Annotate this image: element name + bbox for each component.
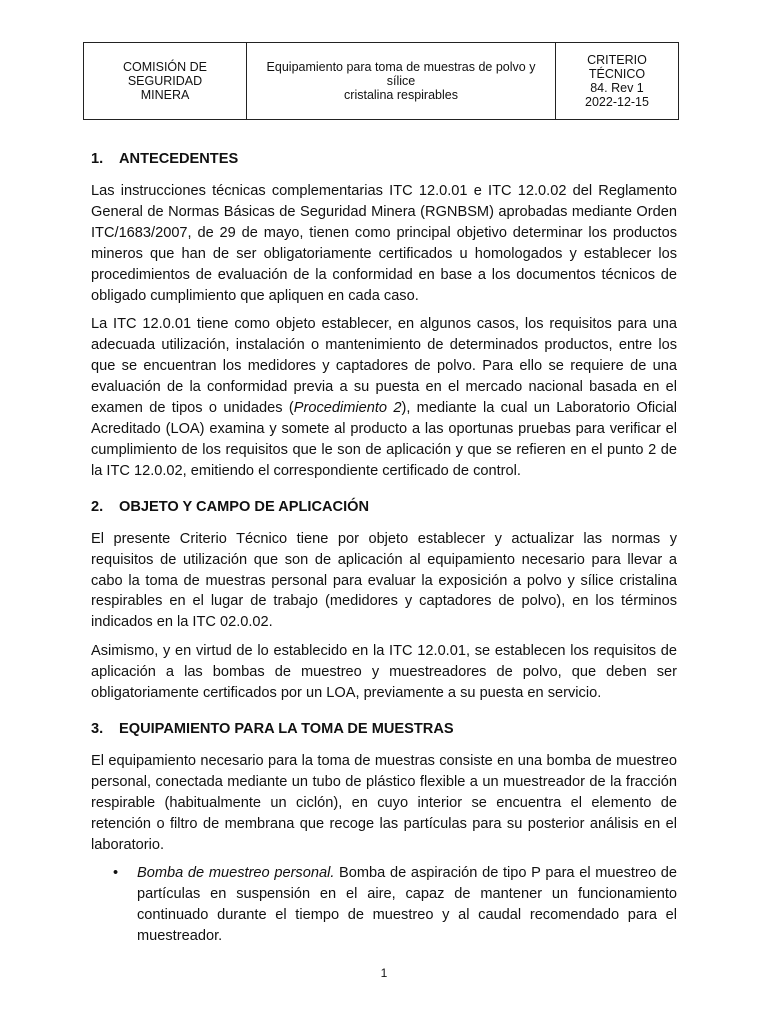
italic-reference: Procedimiento 2 [293, 400, 402, 417]
bullet-term: Bomba de muestreo personal. [137, 865, 335, 882]
document-type-line: TÉCNICO [588, 67, 646, 81]
paragraph: Las instrucciones técnicas complementarias ITC 12.0.01 e ITC 12.0.02 del Reglamento General de Normas Básicas de Seguridad Minera (RGNBSM) aprobadas mediante Orden ITC/1683/2007, de 29 de mayo, tienen como principal objetivo determinar los productos mineros que han de ser obligatoriamente certificados u homologados y establecer los procedimientos de evaluación de la conformidad en base a los documentos técnicos de obligado cumplimiento que apliquen en cada caso. [91, 183, 677, 304]
paragraph: El presente Criterio Técnico tiene por objeto establecer y actualizar las normas y requisitos de utilización que son de aplicación al equipamiento necesario para llevar a cabo la toma de muestras personal para evaluar la exposición a polvo y sílice cristalina respirables en el lugar de trabajo (medidores y captadores de polvo), en los términos indicados en la ITC 02.0.02. [91, 530, 677, 631]
section-title: EQUIPAMIENTO PARA LA TOMA DE MUESTRAS [119, 720, 454, 737]
organization-line: SEGURIDAD [127, 74, 203, 88]
organization-line: MINERA [140, 88, 190, 102]
paragraph-text: La ITC 12.0.01 tiene como objeto establecer, en algunos casos, los requisitos para una adecuada utilización, instalación o mantenimiento de determinados productos, entre los que se encuentran los medidores y captadores de polvo. Para ello se requiere de una evaluación de la conformidad previa a su puesta en el mercado nacional basada en el examen de tipos o unidades ( [91, 316, 677, 417]
revision-date: 2022-12-15 [585, 95, 649, 109]
section-number: 1. [91, 151, 104, 167]
organization-line: COMISIÓN DE [122, 60, 208, 74]
section-heading [91, 148, 677, 170]
section-number: 3. [91, 720, 104, 737]
organization-cell [84, 43, 247, 120]
document-title-line: Equipamiento para toma de muestras de polvo y sílice [266, 60, 536, 88]
bullet-item [91, 863, 677, 947]
document-info-cell [556, 43, 679, 120]
document-header [83, 42, 679, 120]
paragraph-text: ), mediante la cual un Laboratorio Oficial Acreditado (LOA) examina y somete al producto a las oportunas pruebas para verificar el cumplimiento de los requisitos que le son de aplicación y que se refieren en el punto 2 de la ITC 12.0.02, emitiendo el correspondiente certificado de control. [91, 400, 677, 479]
revision-label: 84. Rev 1 [590, 81, 644, 95]
section-title: ANTECEDENTES [119, 151, 239, 167]
section-number: 2. [91, 498, 104, 515]
page-number: 1 [380, 966, 388, 980]
section-heading [91, 496, 677, 518]
document-body [91, 148, 677, 955]
document-title-line: cristalina respirables [344, 88, 458, 102]
paragraph: El equipamiento necesario para la toma de muestras consiste en una bomba de muestreo personal, conectada mediante un tubo de plástico flexible a un muestreador de la fracción respirable (habitualmente un ciclón), en cuyo interior se encuentra el elemento de retención o filtro de membrana que recoge las partículas para su posterior análisis en el laboratorio. [91, 752, 677, 853]
document-title-cell [247, 43, 556, 120]
section-heading [91, 718, 677, 740]
paragraph [91, 314, 677, 481]
bullet-marker: • [113, 865, 119, 882]
paragraph: Asimismo, y en virtud de lo establecido en la ITC 12.0.01, se establecen los requisitos de aplicación a las bombas de muestreo y muestreadores de polvo, que deben ser obligatoriamente certificados por un LOA, previamente a su puesta en servicio. [91, 643, 677, 702]
section-title: OBJETO Y CAMPO DE APLICACIÓN [119, 498, 370, 515]
document-type-line: CRITERIO [587, 53, 647, 67]
bullet-text: Bomba de aspiración de tipo P para el muestreo de partículas en suspensión en el aire, capaz de mantener un funcionamiento continuado durante el tiempo de muestreo y al caudal recomendado para el muestreador. [137, 865, 677, 945]
